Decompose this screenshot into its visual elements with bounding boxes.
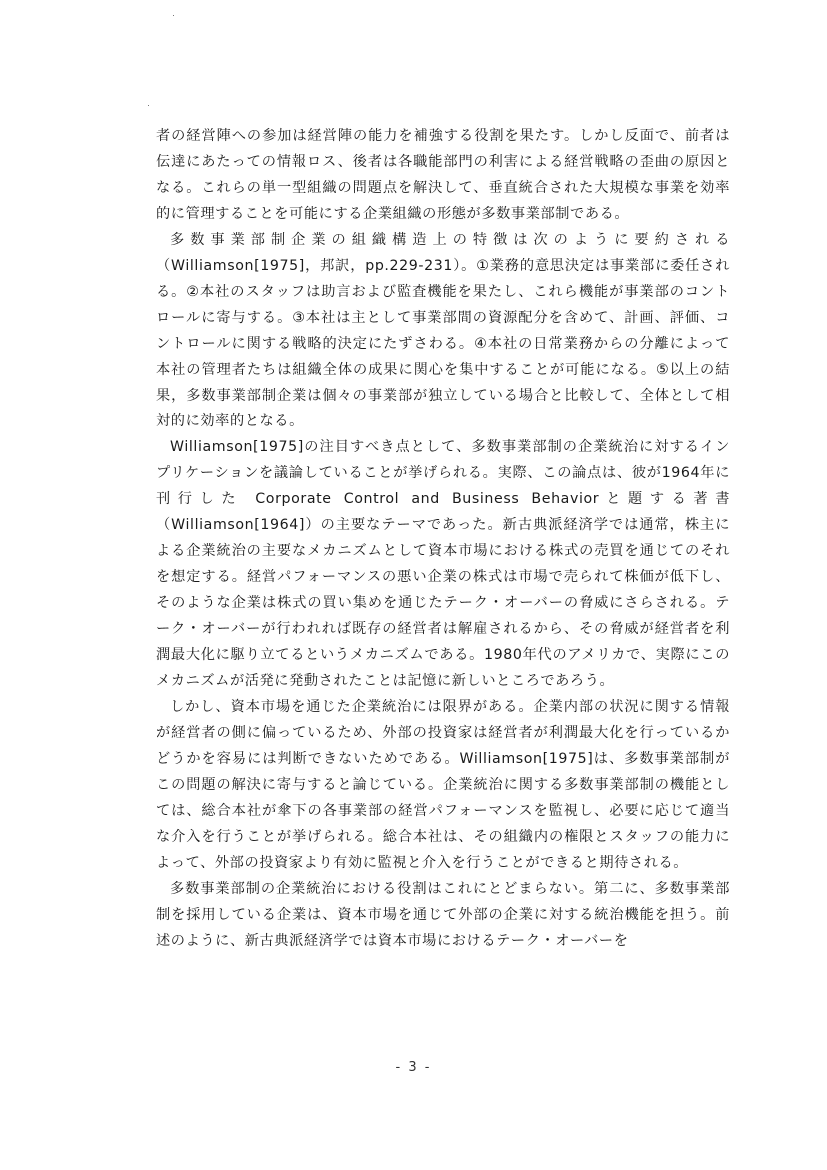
- scan-speck: [173, 15, 174, 16]
- scan-speck: [148, 105, 149, 106]
- paragraph-4: しかし、資本市場を通じた企業統治には限界がある。企業内部の状況に関する情報が経営者の側に偏っているため、外部の投資家は経営者が利潤最大化を行っているかどうかを容易には判断できないためである。Williamson[1975]は、多数事業部制がこの問題の解決に寄与すると論じている。企業統治に関する多数事業部制の機能としては、総合本社が傘下の各事業部の経営パフォーマンスを監視し、必要に応じて適当な介入を行うことが挙げられる。総合本社は、その組織内の権限とスタッフの能力によって、外部の投資家より有効に監視と介入を行うことができると期待される。: [156, 698, 730, 871]
- paragraph-2: 多数事業部制企業の組織構造上の特徴は次のように要約される（Williamson[1975]，邦訳，pp.229-231）。①業務的意思決定は事業部に委任される。②本社のスタッフは助言および監査機能を果たし、これら機能が事業部のコントロールに寄与する。③本社は主として事業部間の資源配分を含めて、計画、評価、コントロールに関する戦略的決定にたずさわる。④本社の日常業務からの分離によって本社の管理者たちは組織全体の成果に関心を集中することが可能になる。⑤以上の結果，多数事業部制企業は個々の事業部が独立している場合と比較して、全体として相対的に効率的となる。: [156, 231, 730, 430]
- page-number: - 3 -: [395, 1060, 432, 1075]
- paragraph-3: Williamson[1975]の注目すべき点として、多数事業部制の企業統治に対するインプリケーションを議論していることが挙げられる。実際、この論点は、彼が1964年に刊行した Corporate Control and Business Behaviorと題する著書（Williamson[1964]）の主要なテーマであった。新古典派経済学では通常，株主による企業統治の主要なメカニズムとして資本市場における株式の売買を通じてのそれを想定する。経営パフォーマンスの悪い企業の株式は市場で売られて株価が低下し、そのような企業は株式の買い集めを通じたテーク・オーバーの脅威にさらされる。テーク・オーバーが行われれば既存の経営者は解雇されるから、その脅威が経営者を利潤最大化に駆り立てるというメカニズムである。1980年代のアメリカで、実際にこのメカニズムが活発に発動されたことは記憶に新しいところであろう。: [156, 439, 730, 690]
- body-text: [156, 124, 730, 955]
- paragraph-5: 多数事業部制の企業統治における役割はこれにとどまらない。第二に、多数事業部制を採用している企業は、資本市場を通じて外部の企業に対する統治機能を担う。前述のように、新古典派経済学では資本市場におけるテーク・オーバーを: [156, 880, 730, 949]
- paragraph-1: 者の経営陣への参加は経営陣の能力を補強する役割を果たす。しかし反面で、前者は伝達にあたっての情報ロス、後者は各職能部門の利害による経営戦略の歪曲の原因となる。これらの単一型組織の問題点を解決して、垂直統合された大規模な事業を効率的に管理することを可能にする企業組織の形態が多数事業部制である。: [156, 128, 730, 222]
